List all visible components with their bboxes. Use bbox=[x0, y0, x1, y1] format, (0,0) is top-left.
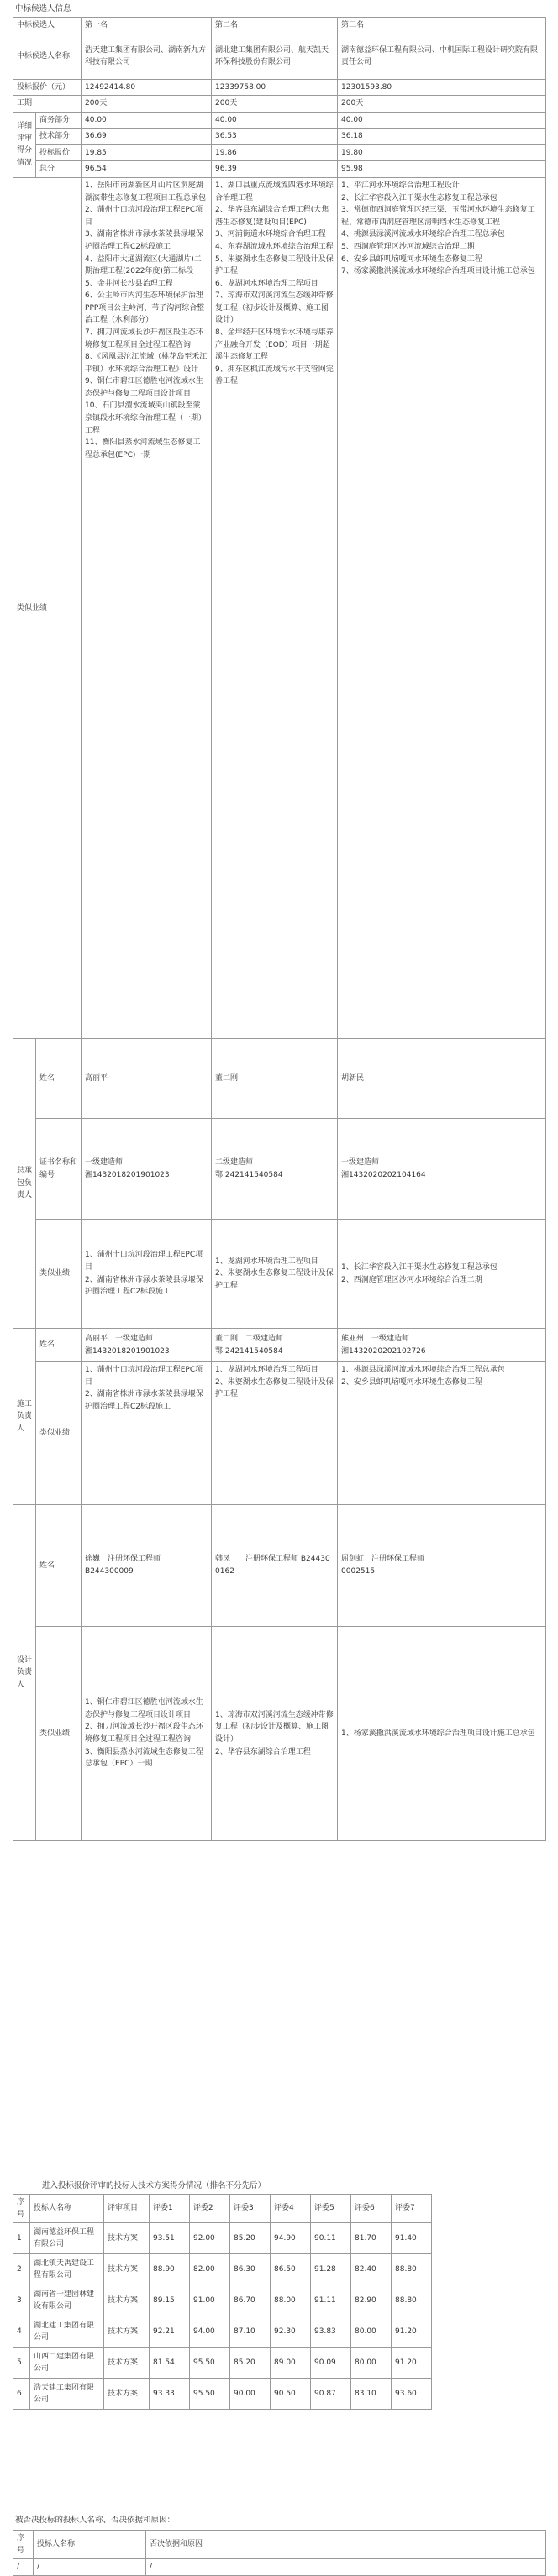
cell: 湖南省一建园林建设有限公司 bbox=[30, 2285, 104, 2316]
review-row bbox=[13, 129, 546, 145]
cell: 熊亚州 一级建造师 湘1432020202102726 bbox=[338, 1329, 546, 1362]
cell: / bbox=[13, 2559, 34, 2576]
header-cell: 序号 bbox=[13, 2531, 34, 2559]
pm-perf-row bbox=[13, 1220, 546, 1329]
sub-label: 类似业绩 bbox=[36, 1362, 82, 1505]
cell: 2 bbox=[13, 2254, 30, 2285]
cell: 90.50 bbox=[271, 2379, 311, 2410]
cell: 19.85 bbox=[82, 144, 212, 161]
header-cell: 评委7 bbox=[392, 2195, 432, 2223]
cell: 湖北建工集团有限公司、航天凯天环保科技股份有限公司 bbox=[212, 34, 338, 79]
rejected-header-row bbox=[13, 2531, 546, 2559]
cell: 1、桃源县渌溪河流域水环境综合治理工程总承包 2、安乡县虾叽垴嘎河水环境生态修复工程 bbox=[338, 1362, 546, 1505]
row-label: 详细评审得分情况 bbox=[13, 112, 36, 177]
cell: 胡新民 bbox=[338, 1039, 546, 1119]
cell: 40.00 bbox=[82, 112, 212, 129]
cell: 高丽平 bbox=[82, 1039, 212, 1119]
cell: 一级建造师 湘1432020202104164 bbox=[338, 1119, 546, 1220]
cell: 一级建造师 湘1432018201901023 bbox=[82, 1119, 212, 1220]
dm-name-row bbox=[13, 1505, 546, 1627]
table-row bbox=[13, 2285, 432, 2316]
cell: 91.00 bbox=[190, 2285, 230, 2316]
cell: 96.39 bbox=[212, 161, 338, 178]
cell: 1、杨家溪撒洪溪流域水环境综合治理项目设计施工总承包 bbox=[338, 1627, 546, 1841]
cell: 92.00 bbox=[190, 2223, 230, 2254]
cell: 6 bbox=[13, 2379, 30, 2410]
cell: 12301593.80 bbox=[338, 79, 546, 96]
table-row bbox=[13, 2223, 432, 2254]
cell: 88.00 bbox=[271, 2285, 311, 2316]
candidate-name-row bbox=[13, 34, 546, 79]
rejected-table bbox=[13, 2530, 546, 2576]
header-cell: 评委4 bbox=[271, 2195, 311, 2223]
cell: 91.20 bbox=[392, 2316, 432, 2348]
cell: 董二刚 bbox=[212, 1039, 338, 1119]
cell: 81.54 bbox=[150, 2348, 190, 2379]
cell: 19.86 bbox=[212, 144, 338, 161]
header-cell: 投标人名称 bbox=[30, 2195, 104, 2223]
candidate-table bbox=[13, 17, 546, 1841]
cell: 91.28 bbox=[311, 2254, 351, 2285]
cell: 19.80 bbox=[338, 144, 546, 161]
header-cell: 投标人名称 bbox=[34, 2531, 146, 2559]
cell: 1、铜仁市碧江区德胜屯河流域水生态保护与修复工程项目设计项目 2、拥刀河流域长沙开福区段生态环境修复工程项目全过程工程咨询 3、衡阳县蒸水河流域生态修复工程总承包（EPC）一期 bbox=[82, 1627, 212, 1841]
header-cell: 评委3 bbox=[230, 2195, 271, 2223]
cell: 93.51 bbox=[150, 2223, 190, 2254]
cell: 92.30 bbox=[271, 2316, 311, 2348]
header-cell: 评审项目 bbox=[104, 2195, 150, 2223]
cell: 1、龙湖河水环境治理工程项目 2、朱婆湖水生态修复工程设计及保护工程 bbox=[212, 1362, 338, 1505]
cell: 82.40 bbox=[351, 2254, 392, 2285]
cell: 80.00 bbox=[351, 2316, 392, 2348]
group-label: 施工负责人 bbox=[13, 1329, 36, 1505]
price-row bbox=[13, 79, 546, 96]
table-row bbox=[13, 2254, 432, 2285]
cell: 95.50 bbox=[190, 2379, 230, 2410]
cell: 12492414.80 bbox=[82, 79, 212, 96]
row-label: 工期 bbox=[13, 96, 82, 113]
header-cell: 评委2 bbox=[190, 2195, 230, 2223]
cell: 96.54 bbox=[82, 161, 212, 178]
cell: 二级建造师 鄂 242141540584 bbox=[212, 1119, 338, 1220]
perf-cell: 1、平江河水环境综合治理工程设计 2、长江华容段入江干渠水生态修复工程总承包 3、常德市西洞庭管理区经三渠、玉带河水环境生态修复工程、常德市西洞庭管理区清明垱水生态修复工程 4、桃源县渌溪河流域水环境综合治理工程总承包 5、西洞庭管理区沙河流域综合治理二期 6、安乡县虾叽垴嘎河水环境生态修复工程 7、杨家溪撒洪溪流域水环境综合治理项目设计施工总承包 bbox=[338, 178, 546, 1039]
cell: 85.20 bbox=[230, 2348, 271, 2379]
cell: 技术方案 bbox=[104, 2254, 150, 2285]
header-cell: 评委1 bbox=[150, 2195, 190, 2223]
cell: 200天 bbox=[212, 96, 338, 113]
cell: 86.30 bbox=[230, 2254, 271, 2285]
cell: 36.53 bbox=[212, 129, 338, 145]
cell: 94.90 bbox=[271, 2223, 311, 2254]
cell: 高丽平 一级建造师 湘1432018201901023 bbox=[82, 1329, 212, 1362]
table-row bbox=[13, 2559, 546, 2576]
cell: 90.00 bbox=[230, 2379, 271, 2410]
section2-title: 进入投标报价评审的投标人技术方案得分情况（排名不分先后） bbox=[42, 2181, 266, 2190]
cell: 36.69 bbox=[82, 129, 212, 145]
sub-label: 商务部分 bbox=[36, 112, 82, 129]
cell: 200天 bbox=[338, 96, 546, 113]
cell: 技术方案 bbox=[104, 2379, 150, 2410]
sub-label: 证书名称和编号 bbox=[36, 1119, 82, 1220]
cell: 40.00 bbox=[212, 112, 338, 129]
cell: 88.90 bbox=[150, 2254, 190, 2285]
cell: 浩天建工集团有限公司 bbox=[30, 2379, 104, 2410]
header-cell: 否决依据和原因 bbox=[146, 2531, 546, 2559]
review-row bbox=[13, 112, 546, 129]
cm-name-row bbox=[13, 1329, 546, 1362]
cell: 90.09 bbox=[311, 2348, 351, 2379]
sub-label: 投标报价 bbox=[36, 144, 82, 161]
section3-title: 被否决投标的投标人名称、否决依据和原因： bbox=[15, 2516, 176, 2525]
cell: 屈剑虹 注册环保工程师 0002515 bbox=[338, 1505, 546, 1627]
sub-label: 类似业绩 bbox=[36, 1220, 82, 1329]
sub-label: 类似业绩 bbox=[36, 1627, 82, 1841]
pm-cert-row bbox=[13, 1119, 546, 1220]
cell: 1、琼海市双河溪河流生态缓冲带修复工程（初步设计及概算、施工图设计） 2、华容县东湖综合治理工程 bbox=[212, 1627, 338, 1841]
cell: / bbox=[34, 2559, 146, 2576]
cell: 1、蒲州十口垸河段治理工程EPC项目 2、湖南省株洲市渌水茶陵县渌堰保护圈治理工程C2标段施工 bbox=[82, 1362, 212, 1505]
cell: 91.40 bbox=[392, 2223, 432, 2254]
cell: 95.50 bbox=[190, 2348, 230, 2379]
cell: 技术方案 bbox=[104, 2285, 150, 2316]
cell: 12339758.00 bbox=[212, 79, 338, 96]
cell: 90.11 bbox=[311, 2223, 351, 2254]
cell: 93.83 bbox=[311, 2316, 351, 2348]
table-row bbox=[13, 2379, 432, 2410]
cell: 80.00 bbox=[351, 2348, 392, 2379]
group-label: 总承包负责人 bbox=[13, 1039, 36, 1329]
cell: 82.00 bbox=[190, 2254, 230, 2285]
tech-header-row bbox=[13, 2195, 432, 2223]
candidate-header-row bbox=[13, 18, 546, 34]
cell: 85.20 bbox=[230, 2223, 271, 2254]
cell: 湖北建工集团有限公司 bbox=[30, 2316, 104, 2348]
cell: 5 bbox=[13, 2348, 30, 2379]
cell: 1 bbox=[13, 2223, 30, 2254]
cell: 88.80 bbox=[392, 2254, 432, 2285]
cell: 92.21 bbox=[150, 2316, 190, 2348]
header-cell: 第一名 bbox=[82, 18, 212, 34]
cell: 88.80 bbox=[392, 2285, 432, 2316]
group-label: 设计负责人 bbox=[13, 1505, 36, 1841]
cell: 湖南德益环保工程有限公司 bbox=[30, 2223, 104, 2254]
cell: 89.15 bbox=[150, 2285, 190, 2316]
perf-cell: 1、湖口县重点流域流四港水环境综合治理工程 2、华容县东湖综合治理工程(大焦港生态修复)建设项目(EPC) 3、河浦街道水环境综合治理工程 4、东春湖流域水环境综合治理工程 5、朱婆湖水生态修复工程设计及保护工程 6、龙湖河水环境治理工程项目 7、琼海市双河溪河流生态缓冲带修复工程（初步设计及概算、施工图设计） 8、金坪经开区环境治水环境与康养产业融合开发（EOD）项目一期超溪生态修复工程 9、拥东区枫江流域污水干支管网完善工程 bbox=[212, 178, 338, 1039]
sub-label: 姓名 bbox=[36, 1329, 82, 1362]
cell: 200天 bbox=[82, 96, 212, 113]
row-label: 中标候选人名称 bbox=[13, 34, 82, 79]
cell: 83.10 bbox=[351, 2379, 392, 2410]
cell: 91.20 bbox=[392, 2348, 432, 2379]
cell: 93.33 bbox=[150, 2379, 190, 2410]
cell: 86.50 bbox=[271, 2254, 311, 2285]
header-cell: 第三名 bbox=[338, 18, 546, 34]
cell: 湖南德益环保工程有限公司、中机国际工程设计研究院有限责任公司 bbox=[338, 34, 546, 79]
row-label: 投标报价（元） bbox=[13, 79, 82, 96]
cell: 89.00 bbox=[271, 2348, 311, 2379]
cell: 36.18 bbox=[338, 129, 546, 145]
cell: 94.00 bbox=[190, 2316, 230, 2348]
header-cell: 评委6 bbox=[351, 2195, 392, 2223]
cell: 湖北镇天禹建设工程有限公司 bbox=[30, 2254, 104, 2285]
sub-label: 姓名 bbox=[36, 1039, 82, 1119]
cell: 技术方案 bbox=[104, 2316, 150, 2348]
cell: 3 bbox=[13, 2285, 30, 2316]
review-row bbox=[13, 144, 546, 161]
table-row bbox=[13, 2316, 432, 2348]
header-cell: 中标候选人 bbox=[13, 18, 82, 34]
performance-row bbox=[13, 178, 546, 1039]
sub-label: 姓名 bbox=[36, 1505, 82, 1627]
cell: 董二刚 二级建造师 鄂 242141540584 bbox=[212, 1329, 338, 1362]
cell: 91.11 bbox=[311, 2285, 351, 2316]
review-row bbox=[13, 161, 546, 178]
table-row bbox=[13, 2348, 432, 2379]
cm-perf-row bbox=[13, 1362, 546, 1505]
cell: 山西二建集团有限公司 bbox=[30, 2348, 104, 2379]
cell: 90.87 bbox=[311, 2379, 351, 2410]
cell: 技术方案 bbox=[104, 2348, 150, 2379]
header-cell: 序号 bbox=[13, 2195, 30, 2223]
cell: 技术方案 bbox=[104, 2223, 150, 2254]
cell: 87.10 bbox=[230, 2316, 271, 2348]
cell: 40.00 bbox=[338, 112, 546, 129]
period-row bbox=[13, 96, 546, 113]
header-cell: 第二名 bbox=[212, 18, 338, 34]
cell: 1、长江华容段入江干渠水生态修复工程总承包 2、西洞庭管理区沙河水环境综合治理二期 bbox=[338, 1220, 546, 1329]
row-label: 类似业绩 bbox=[13, 178, 82, 1039]
section1-title: 中标候选人信息 bbox=[15, 4, 71, 13]
header-cell: 评委5 bbox=[311, 2195, 351, 2223]
dm-perf-row bbox=[13, 1627, 546, 1841]
cell: / bbox=[146, 2559, 546, 2576]
cell: 韩凤 注册环保工程师 B244300162 bbox=[212, 1505, 338, 1627]
cell: 浩天建工集团有限公司、湖南新九方科技有限公司 bbox=[82, 34, 212, 79]
cell: 徐巍 注册环保工程师 B244300009 bbox=[82, 1505, 212, 1627]
perf-cell: 1、岳阳市南湖新区月山片区洞庭湖湖滨带生态修复工程项目工程总承包 2、蒲州十口垸河段治理工程EPC项目 3、湖南省株洲市渌水茶陵县渌堰保护圈治理工程C2标段施工 4、益阳市大通湖流区(大通湖片)二期治理工程(2022年度)第三标段 5、金井河长沙县治理工程 6、公主岭市内河生态环境保护治理PPP项目公主岭河、苇子沟河综合整治工程（水利部分） 7、拥刀河流域长沙开福区段生态环境修复工程项目全过程工程咨询 8、《风凰县沱江流域（桃花岛至禾江平镇）水环境综合治理工程》设计 9、铜仁市碧江区德胜屯河流域水生态保护与修复工程项目设计项目 10、石门县澧水流域夹山镇段至蒙泉镇段水环境综合治理工程（一期）工程 11、衡阳县蒸水河流域生态修复工程总承包(EPC)一期 bbox=[82, 178, 212, 1039]
tech-score-table bbox=[13, 2194, 432, 2410]
cell: 82.90 bbox=[351, 2285, 392, 2316]
cell: 93.60 bbox=[392, 2379, 432, 2410]
cell: 81.70 bbox=[351, 2223, 392, 2254]
pm-name-row bbox=[13, 1039, 546, 1119]
sub-label: 技术部分 bbox=[36, 129, 82, 145]
cell: 1、龙湖河水环境治理工程项目 2、朱婆湖水生态修复工程设计及保护工程 bbox=[212, 1220, 338, 1329]
cell: 1、蒲州十口垸河段治理工程EPC项目 2、湖南省株洲市渌水茶陵县渌堰保护圈治理工程C2标段施工 bbox=[82, 1220, 212, 1329]
cell: 95.98 bbox=[338, 161, 546, 178]
cell: 86.70 bbox=[230, 2285, 271, 2316]
cell: 4 bbox=[13, 2316, 30, 2348]
sub-label: 总分 bbox=[36, 161, 82, 178]
